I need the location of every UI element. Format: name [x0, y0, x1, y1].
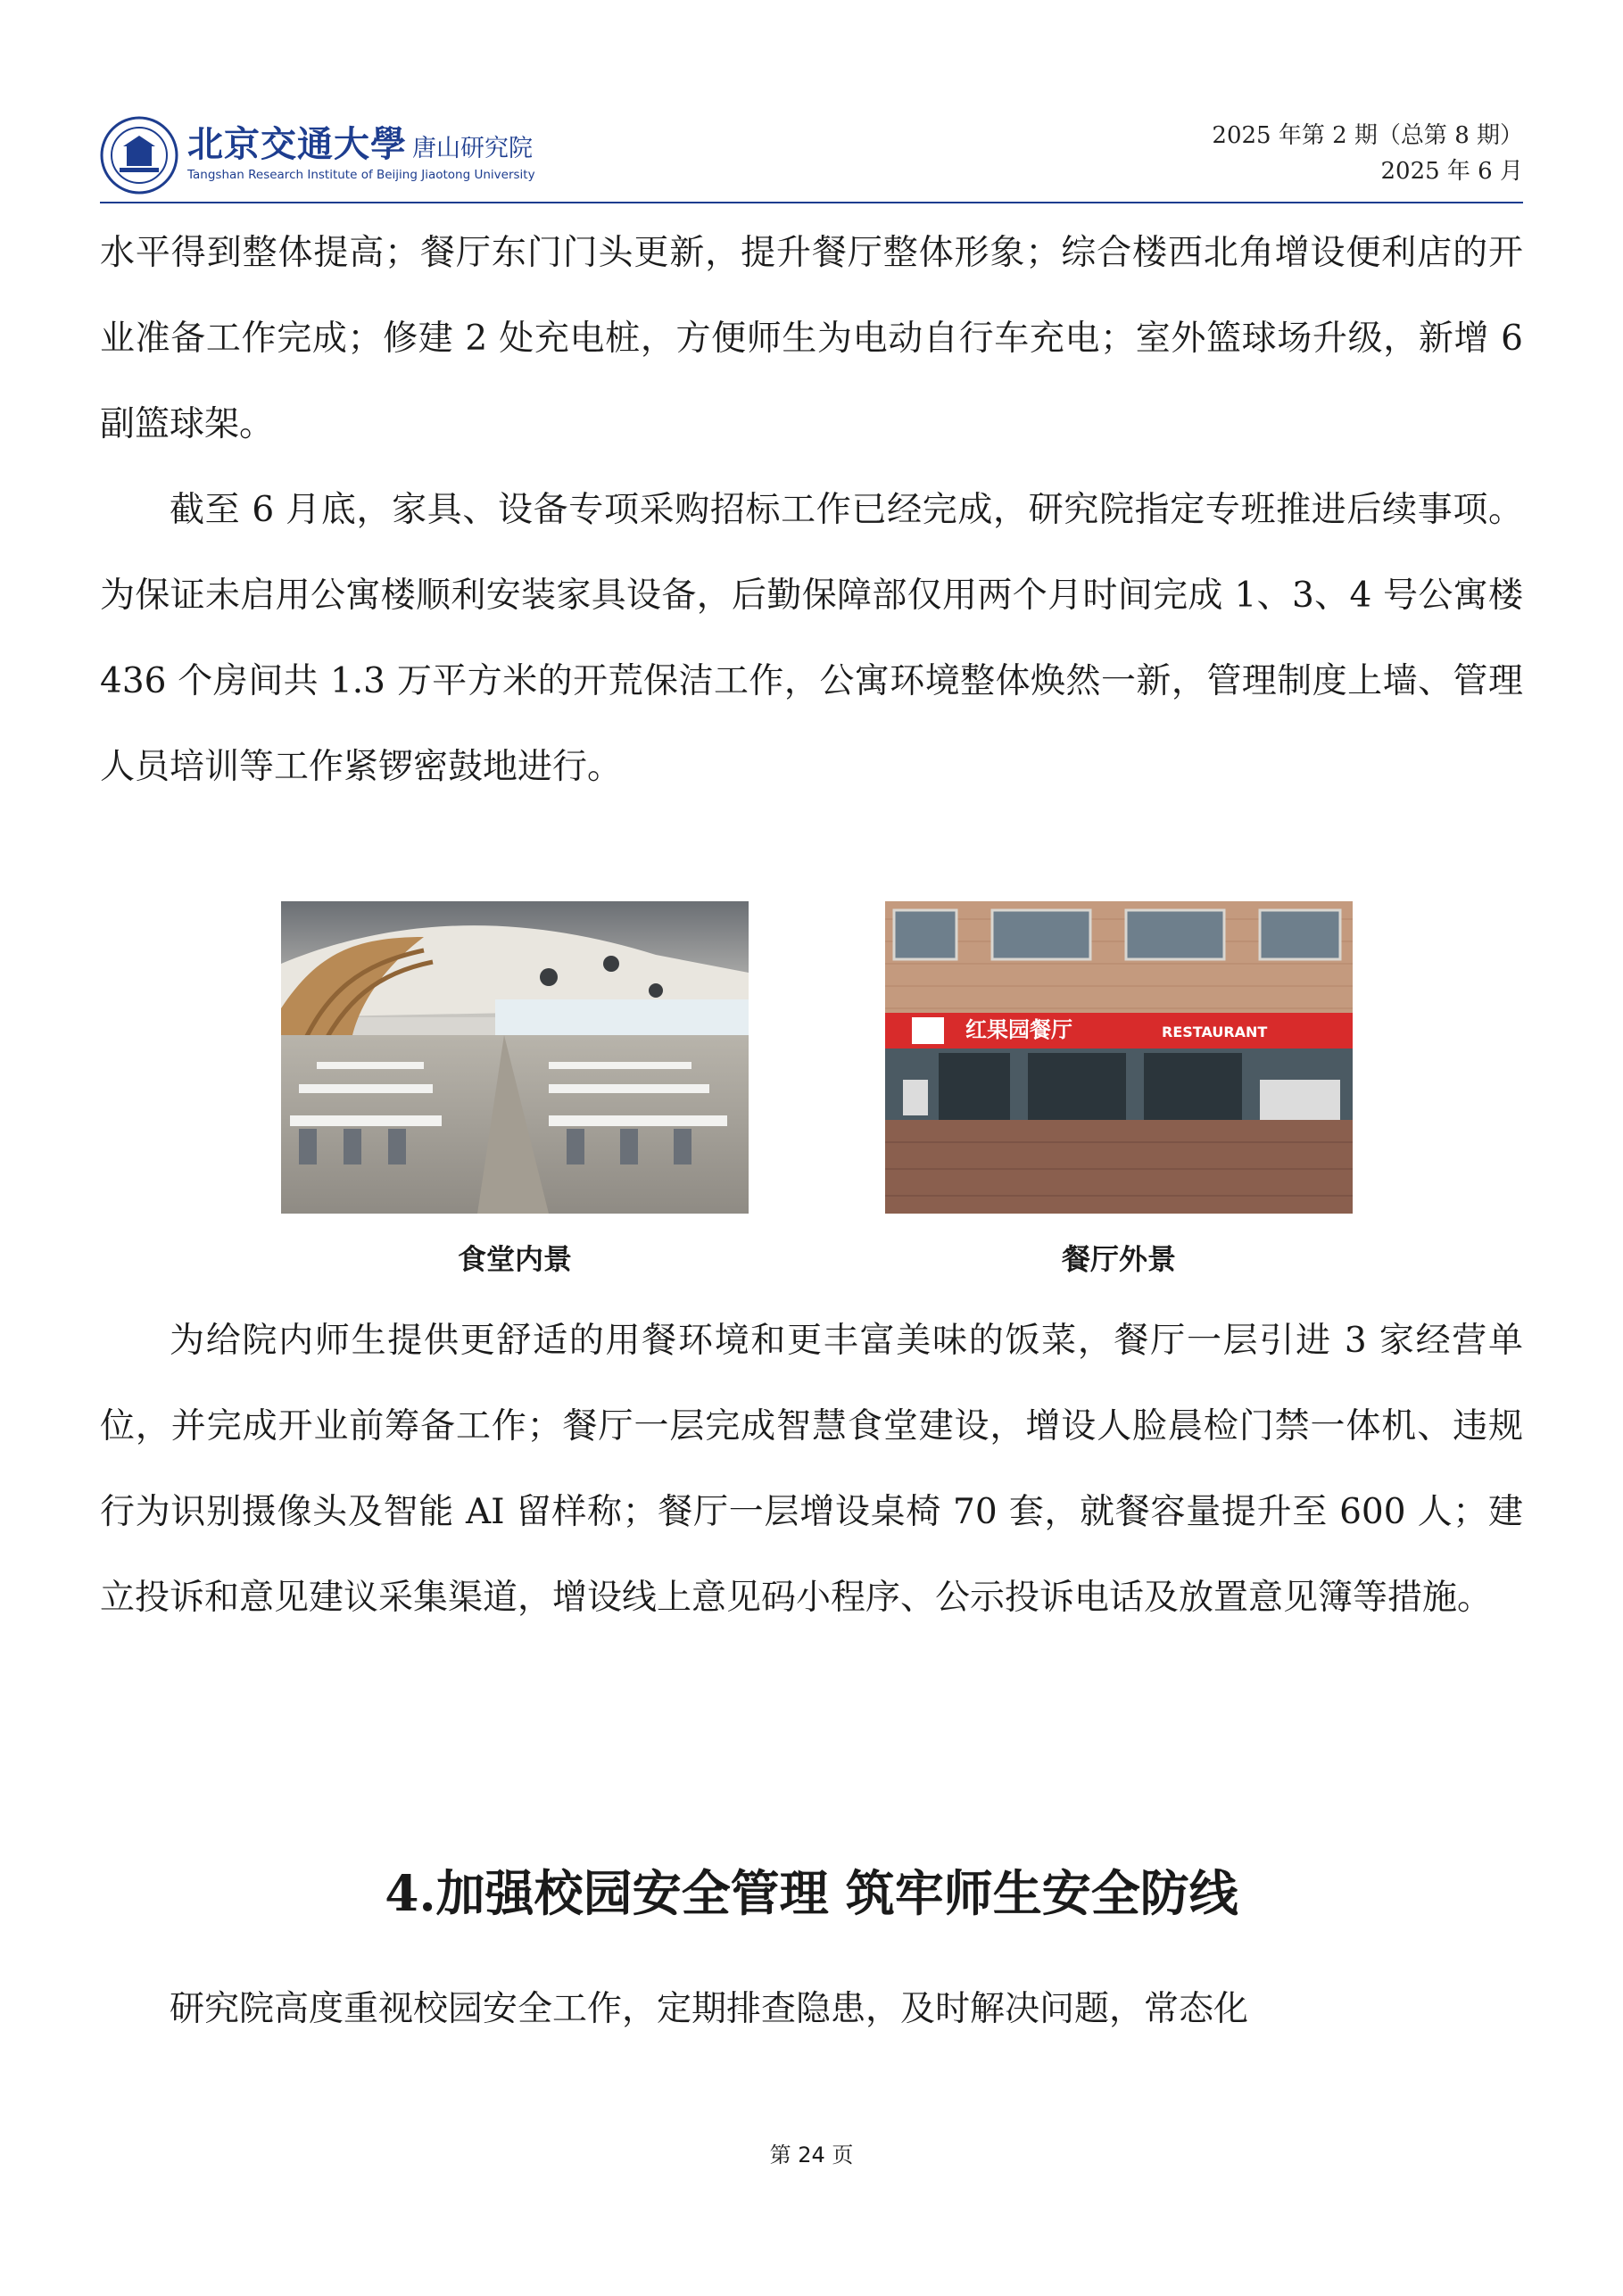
- restaurant-exterior-photo: [885, 901, 1353, 1214]
- university-seal-icon: [100, 116, 178, 195]
- issue-number: 2025 年第 2 期（总第 8 期）: [1212, 122, 1523, 149]
- restaurant-sign-english: RESTAURANT: [1162, 1024, 1268, 1040]
- body-paragraph: 为给院内师生提供更舒适的用餐环境和更丰富美味的饭菜，餐厅一层引进 3 家经营单位，并完成开业前筹备工作；餐厅一层完成智慧食堂建设，增设人脸晨检门禁一体机、违规行为识别摄像头及智能 AI 留样称；餐厅一层增设桌椅 70 套，就餐容量提升至 600 人；建立投诉和意见建议采集渠道，增设线上意见码小程序、公示投诉电话及放置意见簿等措施。: [100, 1321, 1523, 1618]
- issue-info: [1212, 118, 1523, 189]
- body-paragraph: 截至 6 月底，家具、设备专项采购招标工作已经完成，研究院指定专班推进后续事项。为保证未启用公寓楼顺利安装家具设备，后勤保障部仅用两个月时间完成 1、3、4 号公寓楼 436 个房间共 1.3 万平方米的开荒保洁工作，公寓环境整体焕然一新，管理制度上墙、管理人员培训等工作紧锣密鼓地进行。: [100, 490, 1523, 787]
- issue-date: 2025 年 6 月: [1380, 158, 1523, 185]
- body-paragraph: 研究院高度重视校园安全工作，定期排查隐患，及时解决问题，常态化: [170, 1989, 1249, 2029]
- page-number: 第 24 页: [769, 2143, 854, 2168]
- institute-logo-text: 北京交通大學 唐山研究院: [187, 123, 533, 165]
- figure-restaurant: [885, 901, 1353, 1278]
- body-paragraph: 水平得到整体提高；餐厅东门门头更新，提升餐厅整体形象；综合楼西北角增设便利店的开业准备工作完成；修建 2 处充电桩，方便师生为电动自行车充电；室外篮球场升级，新增 6 副篮球架。: [100, 233, 1523, 444]
- article-body-bottom: [100, 1967, 1523, 2052]
- institute-logo-subtitle: 唐山研究院: [412, 135, 533, 162]
- figure-caption: 餐厅外景: [1061, 1242, 1176, 1276]
- figure-caption: 食堂内景: [457, 1242, 572, 1276]
- article-body-middle: [100, 1298, 1523, 1641]
- canteen-interior-photo: [281, 901, 749, 1214]
- section-heading: 4.加强校园安全管理 筑牢师生安全防线: [385, 1864, 1238, 1922]
- figure-canteen: [281, 901, 749, 1278]
- header-divider: [100, 202, 1523, 203]
- article-body-top: [100, 211, 1523, 810]
- restaurant-sign: 红果园餐厅: [965, 1017, 1072, 1042]
- figure-row: [100, 901, 1523, 1294]
- page-header: [100, 100, 1523, 200]
- institute-logo-english: Tangshan Research Institute of Beijing Jiaotong University: [187, 168, 535, 182]
